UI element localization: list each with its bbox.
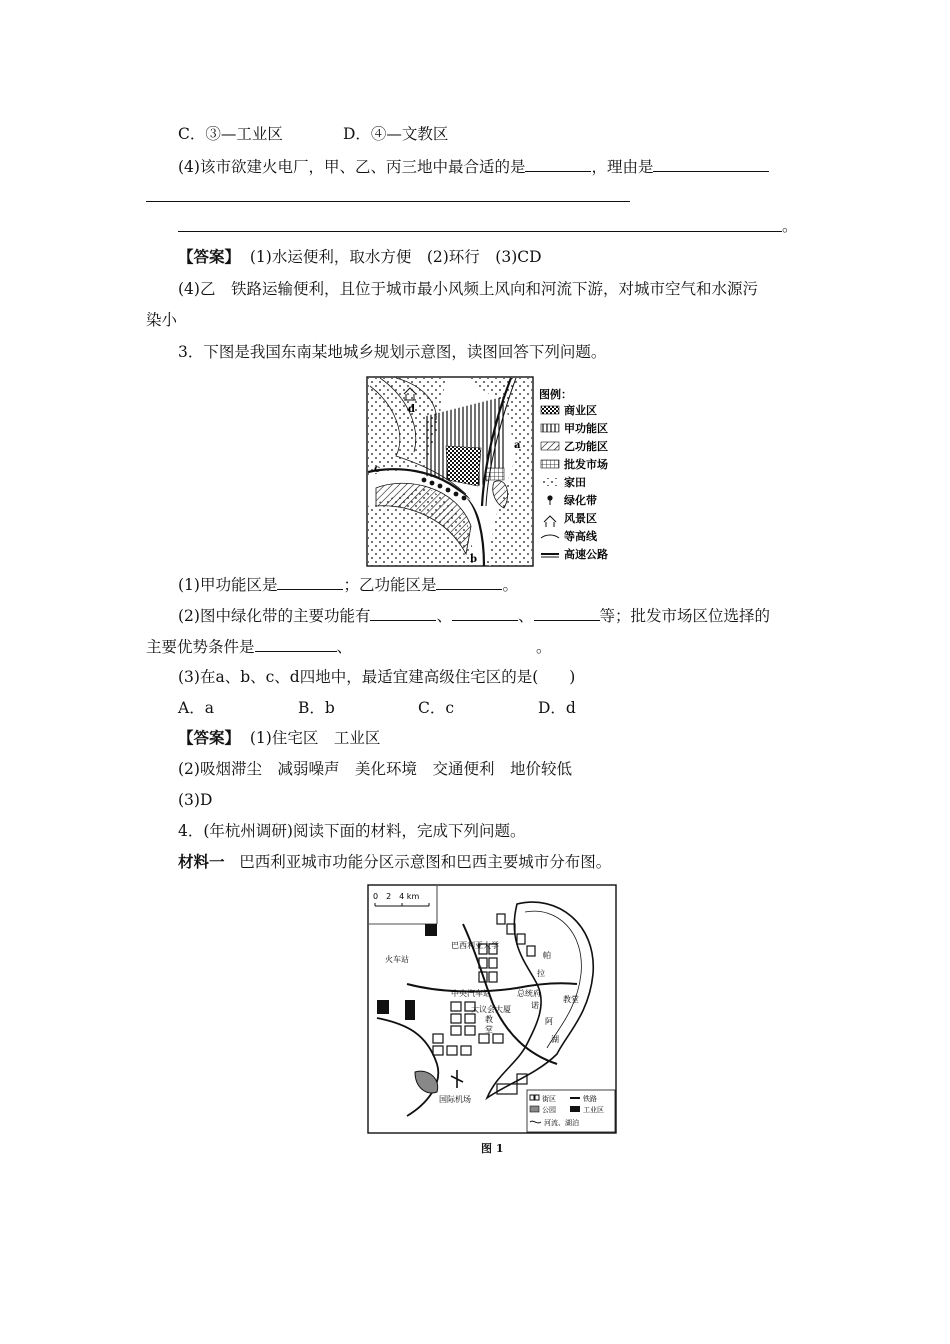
answer-blank[interactable] — [370, 605, 436, 621]
industrial-zone — [425, 924, 437, 936]
map-label: 巴西利亚大学 — [451, 941, 499, 950]
map-label: 总统府 — [517, 989, 541, 998]
legend-item: 家田 — [564, 476, 586, 489]
commercial-zone — [446, 446, 481, 486]
scale-label: 0 2 4 km — [373, 892, 420, 901]
q3-option-c: C．c — [418, 699, 455, 717]
map-label: 湖 — [551, 1035, 559, 1044]
option-d: D．④—文教区 — [343, 125, 449, 143]
map-label: 诺 — [531, 1001, 539, 1010]
q3-2 — [178, 605, 770, 626]
map-label: 堂 — [485, 1025, 493, 1034]
q2-4-mid: ，理由是 — [591, 158, 654, 176]
q2-answer-4: (4)乙 铁路运输便利，且位于城市最小风频上风向和河流下游，对城市空气和水源污 — [178, 280, 758, 298]
q3-2-a: (2)图中绿化带的主要功能有 — [178, 607, 371, 625]
map-label: 阿 — [545, 1017, 553, 1026]
industrial-zone — [405, 1000, 415, 1020]
q4-stem: 4．(年杭州调研)阅读下面的材料，完成下列问题。 — [178, 822, 526, 840]
q3-answer-3: (3)D — [178, 791, 213, 809]
q3-2-line2-a: 主要优势条件是 — [146, 638, 255, 656]
q3-answer — [178, 728, 380, 748]
brasilia-legend — [527, 1090, 615, 1132]
answer-blank[interactable] — [534, 605, 600, 621]
label-d: d — [408, 404, 415, 415]
option-c: C．③—工业区 — [178, 125, 283, 143]
legend-item: 铁路 — [583, 1095, 597, 1103]
q2-4-prompt — [178, 156, 769, 177]
map-label: 火车站 — [385, 955, 409, 964]
industrial-zone — [377, 1000, 389, 1014]
answer-tag: 【答案】 — [178, 728, 241, 747]
q2-answer — [178, 247, 542, 267]
answer-blank[interactable] — [525, 156, 591, 172]
legend-item: 甲功能区 — [564, 422, 608, 435]
material-text: 巴西利亚城市功能分区示意图和巴西主要城市分布图。 — [239, 853, 612, 871]
legend-item: 批发市场 — [564, 458, 608, 471]
answer-blank[interactable] — [255, 636, 337, 652]
legend-item: 商业区 — [564, 404, 597, 417]
end-mark: 。 — [782, 217, 798, 235]
q3-option-d: D．d — [538, 699, 576, 717]
label-b: b — [470, 554, 477, 565]
q3-2-line2-sep: 、 — [336, 638, 353, 656]
q3-option-a: A．a — [178, 699, 214, 717]
legend-item: 工业区 — [583, 1106, 604, 1114]
brasilia-map — [367, 884, 617, 1134]
label-c: c — [374, 464, 381, 475]
map-label: 中央汽车站 — [451, 989, 491, 998]
q3-2-line2 — [146, 636, 552, 657]
material-tag: 材料一 — [178, 852, 225, 871]
map-label: 国际机场 — [439, 1095, 471, 1104]
legend-item: 高速公路 — [564, 548, 608, 561]
q4-material — [178, 852, 611, 872]
map-legend — [539, 387, 608, 561]
q3-2-sep: 、 — [517, 607, 534, 625]
q3-answer-2: (2)吸烟滞尘 减弱噪声 美化环境 交通便利 地价较低 — [178, 760, 572, 778]
legend-item: 街区 — [542, 1095, 556, 1103]
q3-3: (3)在a、b、c、d四地中，最适宜建高级住宅区的是( ) — [178, 668, 576, 686]
map-label: 帕 — [543, 951, 551, 960]
q3-2-line2-end: 。 — [536, 638, 552, 656]
map-label: 大议会大厦 — [471, 1005, 511, 1014]
legend-item: 等高线 — [564, 530, 597, 543]
q3-1-b: ；乙功能区是 — [343, 576, 437, 594]
legend-item: 绿化带 — [564, 494, 597, 507]
urban-planning-map — [366, 376, 622, 568]
map-label: 教堂 — [563, 995, 579, 1004]
answer-text: (1)住宅区 工业区 — [249, 729, 381, 747]
q3-1-end: 。 — [502, 576, 518, 594]
answer-blank[interactable] — [653, 156, 769, 172]
legend-item: 乙功能区 — [564, 440, 608, 453]
legend-item: 公园 — [542, 1106, 556, 1114]
q3-stem: 3．下图是我国东南某地城乡规划示意图，读图回答下列问题。 — [178, 343, 607, 361]
answer-tag: 【答案】 — [178, 247, 241, 266]
answer-rule[interactable] — [178, 231, 782, 232]
legend-item: 河流、湖泊 — [544, 1119, 579, 1127]
map-label: 教 — [485, 1015, 493, 1024]
answer-blank[interactable] — [436, 574, 502, 590]
answer-blank[interactable] — [277, 574, 343, 590]
map-label: 拉 — [537, 969, 545, 978]
legend-title: 图例： — [539, 388, 572, 401]
label-a: a — [514, 440, 521, 451]
q3-1 — [178, 574, 518, 595]
legend-item: 风景区 — [564, 512, 597, 525]
q3-2-b: 等；批发市场区位选择的 — [599, 607, 771, 625]
q3-option-b: B．b — [298, 699, 335, 717]
answer-blank[interactable] — [452, 605, 518, 621]
q3-2-sep: 、 — [436, 607, 452, 625]
q2-4-text: (4)该市欲建火电厂，甲、乙、丙三地中最合适的是 — [178, 158, 526, 176]
q2-answer-4-cont: 染小 — [146, 311, 178, 329]
figure-caption: 图 1 — [481, 1142, 504, 1155]
answer-rule[interactable] — [146, 201, 630, 202]
answer-text: (1)水运便利，取水方便 (2)环行 (3)CD — [249, 248, 542, 266]
q3-1-a: (1)甲功能区是 — [178, 576, 278, 594]
